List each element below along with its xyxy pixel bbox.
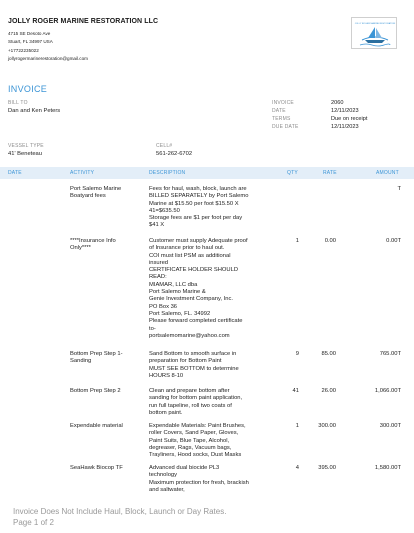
company-contact	[8, 30, 88, 64]
cell-value: 561-262-6702	[156, 151, 193, 157]
bill-to-name: Dan and Ken Peters	[8, 108, 61, 114]
row-qty: 1	[295, 423, 299, 429]
terms-value: Due on receipt	[331, 116, 368, 123]
col-activity-header: ACTIVITY	[70, 170, 95, 176]
invoice-number: 2060	[331, 100, 344, 106]
row-amount: 765.00T	[379, 351, 401, 357]
company-address-line2: Stuart, FL 34997 USA	[8, 39, 53, 45]
vessel-type-value: 41' Beneteau	[8, 151, 42, 157]
vessel-type-label: VESSEL TYPE	[8, 143, 44, 149]
invoice-date-label: DATE	[272, 108, 286, 115]
col-qty-header: QTY	[287, 170, 298, 176]
page-number: Page 1 of 2	[13, 518, 54, 527]
company-address-line1: 4715 SE Desoto Ave	[8, 31, 51, 36]
row-activity: SeaHawk Biocop TF	[70, 465, 123, 471]
due-date: 12/11/2023	[331, 124, 359, 131]
col-amount-header: AMOUNT	[376, 170, 399, 176]
row-rate: 395.00	[318, 465, 336, 471]
due-date-label: DUE DATE	[272, 124, 299, 131]
ship-logo-icon	[352, 18, 398, 50]
row-description: Fees for haul, wash, block, launch are BILLED SEPARATELY by Port Salemo Marine at $15.50 per foot $15.50 X 41=$635.50 Storage fees are $1 per foot per day $41 X	[149, 186, 249, 229]
row-rate: 26.00	[321, 388, 336, 394]
logo-lettering: JOLLY ROGER MARINE RESTORATION	[354, 23, 396, 25]
col-description-header: DESCRIPTION	[149, 170, 186, 176]
invoice-number-label: INVOICE	[272, 100, 294, 106]
row-amount: 300.00T	[379, 423, 401, 429]
row-qty: 1	[295, 238, 299, 244]
row-amount: T	[397, 186, 401, 192]
invoice-title: INVOICE	[8, 84, 48, 94]
col-date-header: DATE	[8, 170, 22, 176]
row-activity: ****Insurance Info Only****	[70, 238, 116, 252]
row-amount: 0.00T	[386, 238, 401, 244]
bill-to-label: BILL TO	[8, 100, 28, 106]
row-rate: 300.00	[318, 423, 336, 429]
row-description: Expendable Materials: Paint Brushes, roller Covers, Sand Paper, Gloves, Paint Suits, Blue Tape, Alcohol, degreaser, Rags, Vacuum bags, Trayliners, Hood socks, Dust Masks	[149, 423, 246, 459]
invoice-date: 12/11/2023	[331, 108, 359, 115]
terms-label: TERMS	[272, 116, 291, 123]
row-description: Advanced dual biocide PL3 technology Maximum protection for fresh, brackish and saltwater,	[149, 465, 249, 493]
row-description: Customer must supply Adequate proof of Insurance prior to haul out. COI must list PSM as additional insured CERTIFICATE HOLDER SHOULD READ: MIAMAR, LLC dba Port Salemo Marine & Genie Investment Company, Inc. PO Box 36 Port Salemo, FL. 34992 Please forward completed certificate to- portsalemomarine@yahoo.com	[149, 238, 248, 339]
company-email: jollyrogermarinerestoration@gmail.com	[8, 56, 88, 62]
col-rate-header: RATE	[323, 170, 337, 176]
cell-label: CELL#	[156, 143, 173, 149]
row-qty: 9	[295, 351, 299, 357]
invoice-meta-labels	[272, 99, 299, 131]
row-description: Sand Bottom to smooth surface in preparation for Bottom Paint MUST SEE BOTTOM to determine HOURS 8-10	[149, 351, 239, 379]
row-amount: 1,066.00T	[374, 388, 401, 394]
row-qty: 4	[295, 465, 299, 471]
row-rate: 85.00	[321, 351, 336, 357]
row-activity: Bottom Prep Step 2	[70, 388, 121, 394]
invoice-meta-values	[331, 99, 367, 131]
row-activity: Expendable material	[70, 423, 123, 429]
footer-note: Invoice Does Not Include Haul, Block, Launch or Day Rates.	[13, 507, 227, 516]
row-qty: 41	[292, 388, 299, 394]
company-logo	[351, 17, 397, 49]
table-header-bar	[0, 167, 414, 179]
row-activity: Port Salemo Marine Boatyard fees	[70, 186, 122, 200]
row-activity: Bottom Prep Step 1- Sanding	[70, 351, 123, 365]
row-amount: 1,580.00T	[374, 465, 401, 471]
company-name: JOLLY ROGER MARINE RESTORATION LLC	[8, 18, 159, 25]
row-description: Clean and prepare bottom after sanding for bottom paint application, run full tapeline, roll two coats of bottom paint.	[149, 388, 243, 416]
company-phone: +17722235022	[8, 47, 39, 53]
row-rate: 0.00	[324, 238, 336, 244]
